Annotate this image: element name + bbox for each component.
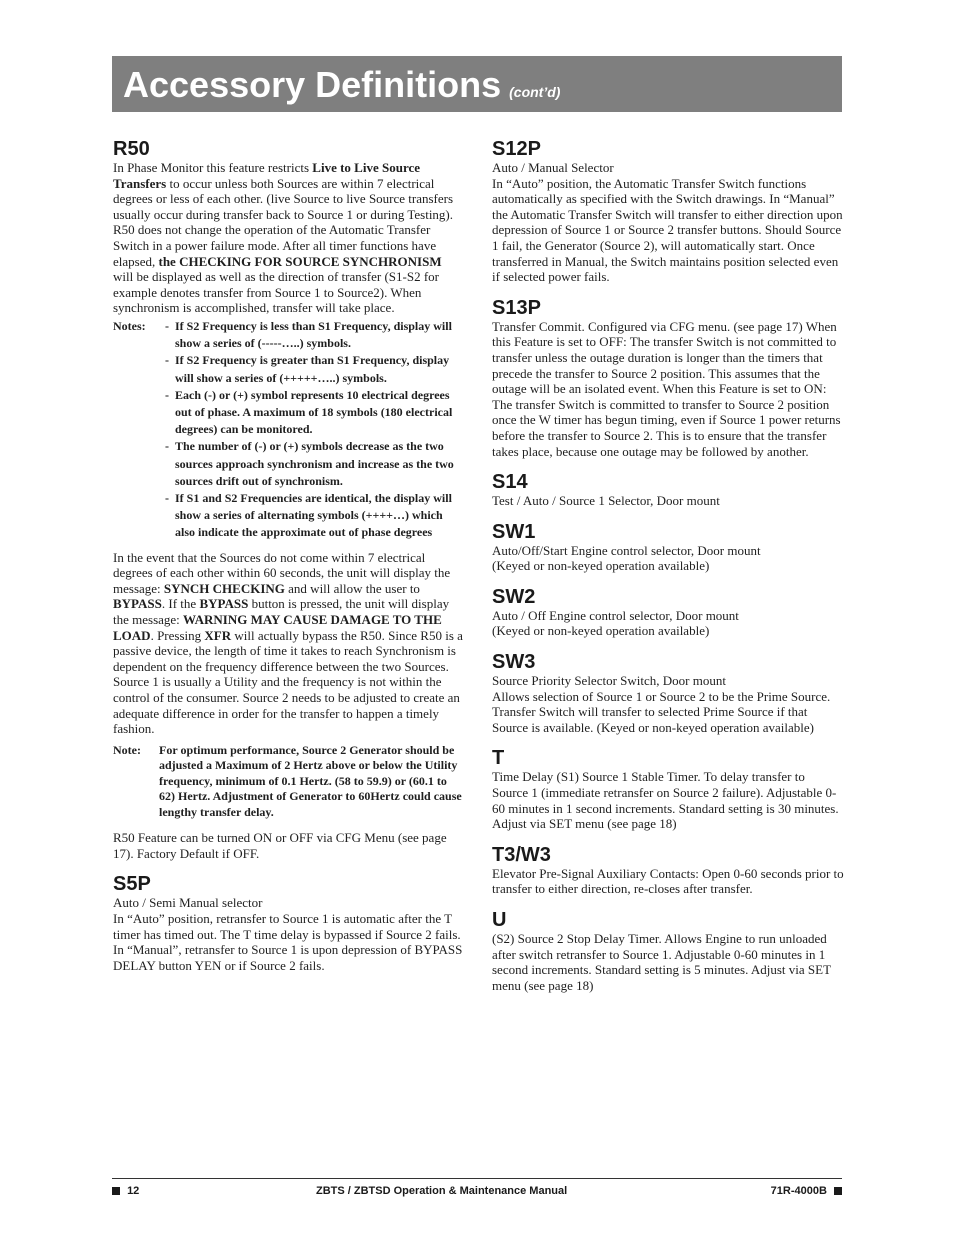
section-heading-sw2: SW2 [492, 585, 536, 608]
left-column [113, 138, 463, 973]
u-body: (S2) Source 2 Stop Delay Timer. Allows Engine to run unloaded after switch retransfer to Source 1. Adjustable 0-60 minutes in 1 second increments. Standard setting is 5 minutes. Adjust via SET menu (see page 18) [492, 931, 831, 993]
section-t [492, 747, 844, 831]
note-label: Note: [113, 742, 141, 757]
square-bullet-icon [834, 1187, 842, 1195]
s12p-line-1: Auto / Manual Selector [492, 160, 614, 175]
s5p-body: In “Auto” position, retransfer to Source 1 is automatic after the T timer has timed out. The T time delay is bypassed if Source 2 fails. In “Manual”, retransfer to Source 1 is upon depression of BYPASS DELAY button YEN or if Source 2 fails. [113, 910, 463, 973]
section-t3w3 [492, 844, 844, 897]
s14-body: Test / Auto / Source 1 Selector, Door mount [492, 493, 720, 509]
section-heading-r50: R50 [113, 138, 150, 160]
note-item: - If S1 and S2 Frequencies are identical, the display will show a series of alternating symbols (++++…) which also indicate the approximate out of phase degrees [165, 490, 452, 540]
footer-title: ZBTS / ZBTSD Operation & Maintenance Manual [316, 1185, 568, 1197]
section-u [492, 909, 844, 993]
r50-paragraph-1: In Phase Monitor this feature restricts Live to Live Source Transfers to occur unless both Sources are within 7 electrical degrees or less of each other. (live Source to live Source transfers usually occur during transfer back to Source 1 or during Testing). R50 does not change the operation of the Automatic Transfer Switch in a power failure mode. After all timer functions have elapsed, the CHECKING FOR SOURCE SYNCHRONISM will be displayed as well as the direction of transfer (S1-S2 for example denotes transfer from Source 1 to Source2). When synchronism is accomplished, transfer will take place. [113, 160, 454, 316]
page-title-contd: (cont’d) [509, 84, 561, 100]
r50-notes [113, 318, 463, 542]
footer-rule [112, 1178, 842, 1179]
section-heading-s12p: S12P [492, 138, 541, 160]
sw1-line-1: Auto/Off/Start Engine control selector, Door mount [492, 542, 761, 558]
t-body: Time Delay (S1) Source 1 Stable Timer. To delay transfer to Source 1 (immediate retransfer on Source 2 failure). Adjustable 0-60 minutes in 1 second increments. Standard setting is 30 minutes. Adjust via SET menu (see page 18) [492, 769, 839, 832]
square-bullet-icon [112, 1187, 120, 1195]
right-column [492, 138, 844, 1005]
page-title [123, 64, 560, 106]
note-item: - Each (-) or (+) symbol represents 10 electrical degrees out of phase. A maximum of 18 symbols (180 electrical degrees) can be monitored. [165, 387, 453, 437]
note-item: - If S2 Frequency is less than S1 Frequency, display will show a series of (-----…..) symbols. [165, 318, 452, 351]
section-heading-s5p: S5P [113, 873, 151, 896]
section-s5p [113, 873, 463, 973]
section-heading-sw1: SW1 [492, 520, 536, 543]
section-heading-sw3: SW3 [492, 651, 536, 674]
section-heading-t3w3: T3/W3 [492, 843, 551, 866]
r50-paragraph-2: In the event that the Sources do not come within 7 electrical degrees of each other within 60 seconds, the unit will display the message: SYNCH CHECKING and will allow the user to BYPASS. If the BYPASS button is pressed, the unit will display the message: WARNING MAY CAUSE DAMAGE TO THE LOAD. Pressing XFR will actually bypass the R50. Since R50 is a passive device, the length of time it takes to reach Synchronism is dependent on the frequency difference between the two Sources. Source 1 is usually a Utility and the frequency is not within the control of the consumer. Source 2 needs to be adjusted to create an adequate difference in order for the transfer to happen a timely fashion. [113, 549, 463, 737]
section-sw1 [492, 521, 844, 574]
page-title-text: Accessory Definitions [123, 64, 502, 105]
section-heading-t: T [492, 747, 505, 770]
note-text: For optimum performance, Source 2 Generator should be adjusted a Maximum of 2 Hertz above or below the Utility frequency, minimum of 0.1 Hertz. (58 to 59.9) or (60.1 to 62) Hertz. Adjustment of Generator to 60Hertz could cause lengthy transfer delay. [159, 742, 462, 819]
r50-paragraph-3: R50 Feature can be turned ON or OFF via CFG Menu (see page 17). Factory Default if OFF. [113, 830, 447, 861]
sw1-line-2: (Keyed or non-keyed operation available) [492, 558, 710, 574]
t3w3-body: Elevator Pre-Signal Auxiliary Contacts: Open 0-60 seconds prior to transfer to either direction, re-closes after transfer. [492, 865, 844, 897]
document-code: 71R-4000B [770, 1185, 827, 1197]
notes-label: Notes: [113, 318, 146, 333]
sw2-line-1: Auto / Off Engine control selector, Door mount [492, 607, 739, 623]
section-s14 [492, 471, 844, 509]
footer-code-wrap [771, 1185, 842, 1197]
section-s12p [492, 138, 844, 285]
section-heading-u: U [492, 909, 507, 931]
section-sw3 [492, 651, 844, 735]
footer-page [112, 1185, 139, 1197]
section-r50 [113, 138, 463, 861]
section-heading-s14: S14 [492, 471, 528, 494]
sw2-line-2: (Keyed or non-keyed operation available) [492, 623, 710, 639]
section-heading-s13p: S13P [492, 296, 541, 319]
header-bar [112, 56, 842, 112]
r50-note [113, 743, 463, 821]
sw3-line-1: Source Priority Selector Switch, Door mount [492, 673, 726, 689]
note-item: - The number of (-) or (+) symbols decrease as the two sources approach synchronism and increase as the two sources drift out of synchronism. [165, 439, 454, 488]
s12p-body: In “Auto” position, the Automatic Transfer Switch functions automatically as specified with the Switch drawings. In “Manual” the Automatic Transfer Switch will transfer to either direction upon depression of Source 1 or Source 2 transfer buttons. Should Source 1 fail, the Generator (Source 2), will automatically start. Once transferred in Manual, the Switch maintains position selected even if selected power fails. [492, 175, 843, 285]
s13p-body: Transfer Commit. Configured via CFG menu. (see page 17) When this Feature is set to OFF: The transfer Switch is not committed to transfer unless the outage duration is longer than the timers that precede the transfer to Source 2 position. This assumes that the outage will be an isolated event. When this Feature is set to ON: The transfer Switch is committed to transfer to Source 2 position once the W timer has begun timing, even if Source 1 power returns before the transfer to Source 2. This is to ensure that the transfer takes place, because one outage may be followed by another. [492, 318, 841, 459]
s5p-line-1: Auto / Semi Manual selector [113, 895, 263, 911]
note-item: - If S2 Frequency is greater than S1 Frequency, display will show a series of (+++++…..) symbols. [165, 353, 450, 385]
section-s13p [492, 297, 844, 459]
section-sw2 [492, 586, 844, 639]
sw3-body: Allows selection of Source 1 or Source 2 to be the Prime Source. Transfer Switch will transfer to selected Prime Source if that Source is available. (Keyed or non-keyed operation available) [492, 688, 831, 735]
page-number: 12 [127, 1185, 140, 1197]
